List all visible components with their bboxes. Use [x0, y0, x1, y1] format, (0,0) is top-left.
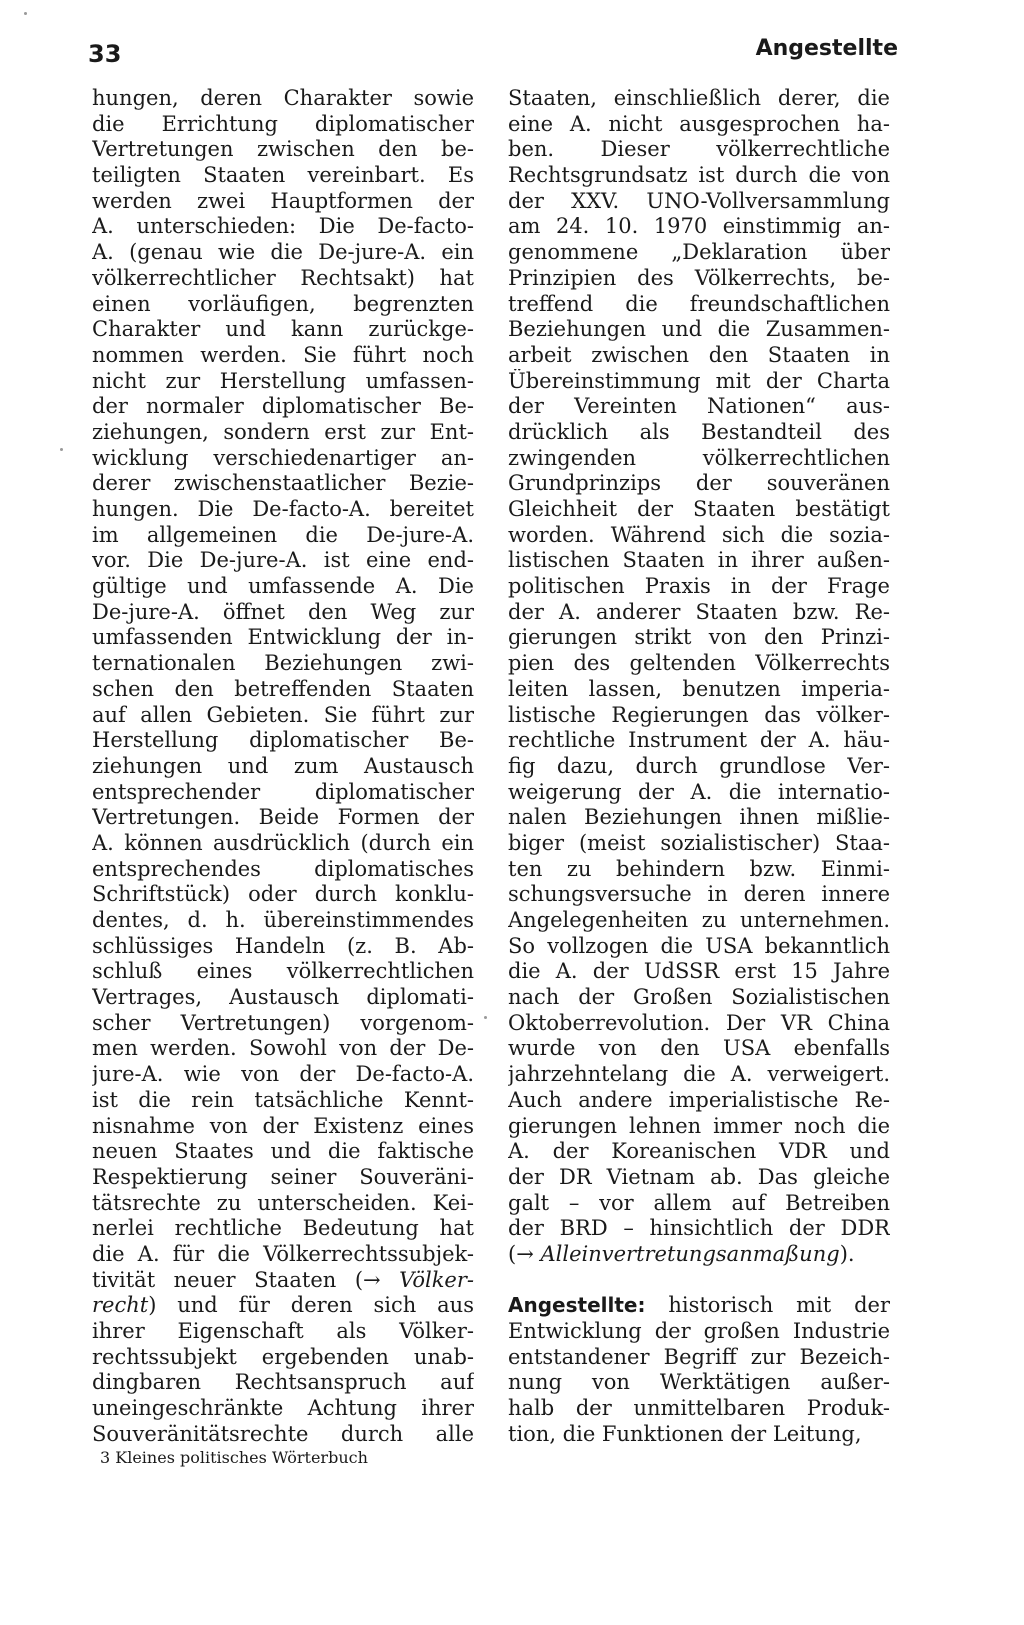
text-line: einen vorläufigen, begrenzten	[92, 291, 474, 316]
text-line: ist die rein tatsächliche Kennt-	[92, 1087, 474, 1112]
text-line: hungen, deren Charakter sowie	[92, 86, 474, 110]
text-line: ihrer Eigenschaft als Völker-	[92, 1319, 474, 1343]
text-line: So vollzogen die USA bekanntlich	[508, 933, 890, 958]
text-line: listischen Staaten in ihrer außen-	[508, 548, 890, 573]
text-line: tivität neuer Staaten (→ Völker-	[92, 1267, 474, 1292]
text-line: Rechtsgrundsatz ist durch die von	[508, 163, 890, 188]
text-line: hungen. Die De-facto-A. bereitet	[92, 497, 474, 521]
left-column	[92, 86, 474, 1447]
text-line: neuen Staates und die faktische	[92, 1139, 474, 1164]
footer: 3 Kleines politisches Wörterbuch	[100, 1448, 368, 1467]
text-line: nalen Beziehungen ihnen mißlie-	[508, 805, 890, 830]
right-column	[508, 86, 890, 1447]
text-line: die Errichtung diplomatischer	[92, 111, 474, 136]
text-line: am 24. 10. 1970 einstimmig an-	[508, 214, 890, 239]
text-line: ben. Dieser völkerrechtliche	[508, 137, 890, 162]
paragraph-gap	[508, 1268, 890, 1294]
text-line: entstandener Begriff zur Bezeich-	[508, 1344, 890, 1369]
text-line: Gleichheit der Staaten bestätigt	[508, 497, 890, 521]
text-line: treffend die freundschaftlichen	[508, 291, 890, 316]
text-line: nicht zur Herstellung umfassen-	[92, 368, 474, 393]
text-line: Charakter und kann zurückge-	[92, 317, 474, 342]
text-line: umfassenden Entwicklung der in-	[92, 625, 474, 650]
text-line: wicklung verschiedenartiger an-	[92, 445, 474, 470]
text-line: derer zwischenstaatlicher Bezie-	[92, 471, 474, 496]
text-line: nach der Großen Sozialistischen	[508, 985, 890, 1010]
text-line: nommen werden. Sie führt noch	[92, 342, 474, 367]
cross-reference-link[interactable]: recht	[92, 1293, 149, 1318]
text-line: fig dazu, durch grundlose Ver-	[508, 753, 890, 778]
text-line: völkerrechtlicher Rechtsakt) hat	[92, 265, 474, 290]
text-line: pien des geltenden Völkerrechts	[508, 651, 890, 676]
text-line: Souveränitätsrechte durch alle	[92, 1421, 474, 1446]
text-line: Auch andere imperialistische Re-	[508, 1087, 890, 1112]
text-line: der BRD – hinsichtlich der DDR	[508, 1216, 890, 1241]
text-line: ternationalen Beziehungen zwi-	[92, 651, 474, 676]
text-line: werden zwei Hauptformen der	[92, 188, 474, 213]
text-line: tätsrechte zu unterscheiden. Kei-	[92, 1190, 474, 1215]
text-line: politischen Praxis in der Frage	[508, 574, 890, 599]
text-line: entsprechendes diplomatisches	[92, 856, 474, 881]
paper-speck	[24, 12, 27, 15]
text-line: entsprechender diplomatischer	[92, 779, 474, 804]
text-line: Schriftstück) oder durch konklu-	[92, 882, 474, 907]
text-line: jure-A. wie von der De-facto-A.	[92, 1062, 474, 1087]
text-line: recht) und für deren sich aus	[92, 1293, 474, 1318]
text-line: gierungen lehnen immer noch die	[508, 1113, 890, 1138]
text-line: worden. Während sich die sozia-	[508, 522, 890, 547]
text-line: zwingenden völkerrechtlichen	[508, 445, 890, 470]
text-line: rechtssubjekt ergebenden unab-	[92, 1344, 474, 1369]
entry-keyword: Angestellte:	[508, 1293, 646, 1318]
text-line: A. können ausdrücklich (durch ein	[92, 830, 474, 855]
text-line: Vertretungen. Beide Formen der	[92, 805, 474, 830]
text-line: schungsversuche in deren innere	[508, 882, 890, 907]
text-line: ziehungen und zum Austausch	[92, 753, 474, 778]
text-line: A. der Koreanischen VDR und	[508, 1139, 890, 1164]
text-line: auf allen Gebieten. Sie führt zur	[92, 702, 474, 727]
text-line: listische Regierungen das völker-	[508, 702, 890, 727]
page-number: 33	[88, 40, 122, 68]
text-line: dingbaren Rechtsanspruch auf	[92, 1370, 474, 1395]
text-line: der A. anderer Staaten bzw. Re-	[508, 599, 890, 624]
entry-first-line: Angestellte: historisch mit der	[508, 1293, 890, 1318]
paper-speck	[484, 1016, 487, 1019]
text-line: wurde von den USA ebenfalls	[508, 1036, 890, 1061]
text-line: Angelegenheiten zu unternehmen.	[508, 908, 890, 932]
text-line: nisnahme von der Existenz eines	[92, 1113, 474, 1138]
text-line: weigerung der A. die internatio-	[508, 779, 890, 804]
cross-reference-link[interactable]: Völker-	[399, 1267, 474, 1292]
text-line: ten zu behindern bzw. Einmi-	[508, 856, 890, 881]
text-line: ziehungen, sondern erst zur Ent-	[92, 419, 474, 444]
text-line: der DR Vietnam ab. Das gleiche	[508, 1164, 890, 1189]
text-line: nerlei rechtliche Bedeutung hat	[92, 1216, 474, 1241]
text-line: die A. für die Völkerrechtssubjek-	[92, 1241, 474, 1266]
text-line: jahrzehntelang die A. verweigert.	[508, 1062, 890, 1087]
text-line: A. unterschieden: Die De-facto-	[92, 214, 474, 239]
text-line: drücklich als Bestandteil des	[508, 419, 890, 444]
text-line: Vertrages, Austausch diplomati-	[92, 985, 474, 1010]
text-line: men werden. Sowohl von der De-	[92, 1036, 474, 1061]
text-line: Vertretungen zwischen den be-	[92, 137, 474, 162]
text-line: Grundprinzips der souveränen	[508, 471, 890, 496]
text-line: tion, die Funktionen der Leitung,	[508, 1421, 862, 1446]
text-line: vor. Die De-jure-A. ist eine end-	[92, 548, 474, 573]
text-line: eine A. nicht ausgesprochen ha-	[508, 111, 890, 136]
text-line: Entwicklung der großen Industrie	[508, 1319, 890, 1343]
text-line: dentes, d. h. übereinstimmendes	[92, 908, 474, 932]
running-title: Angestellte	[755, 36, 898, 61]
text-line: schluß eines völkerrechtlichen	[92, 959, 474, 984]
text-line: scher Vertretungen) vorgenom-	[92, 1010, 474, 1035]
text-line: rechtliche Instrument der A. häu-	[508, 728, 890, 753]
text-line: gierungen strikt von den Prinzi-	[508, 625, 890, 650]
cross-reference-line: (→ Alleinvertretungsanmaßung).	[508, 1241, 855, 1266]
text-line: nung von Werktätigen außer-	[508, 1370, 890, 1395]
text-line: De-jure-A. öffnet den Weg zur	[92, 599, 474, 624]
text-line: der XXV. UNO-Vollversammlung	[508, 188, 890, 213]
text-line: im allgemeinen die De-jure-A.	[92, 522, 474, 547]
text-line: leiten lassen, benutzen imperia-	[508, 676, 890, 701]
text-line: Oktoberrevolution. Der VR China	[508, 1010, 890, 1035]
text-line: der Vereinten Nationen“ aus-	[508, 394, 890, 419]
text-line: die A. der UdSSR erst 15 Jahre	[508, 959, 890, 984]
text-line: galt – vor allem auf Betreiben	[508, 1190, 890, 1215]
text-line: Staaten, einschließlich derer, die	[508, 86, 890, 110]
text-line: genommene „Deklaration über	[508, 240, 890, 265]
text-line: teiligten Staaten vereinbart. Es	[92, 163, 474, 188]
text-line: Respektierung seiner Souveräni-	[92, 1164, 474, 1189]
paper-speck	[60, 448, 63, 451]
text-line: schlüssiges Handeln (z. B. Ab-	[92, 933, 474, 958]
cross-reference-link[interactable]: Alleinvertretungsanmaßung	[540, 1241, 840, 1266]
text-line: halb der unmittelbaren Produk-	[508, 1396, 890, 1421]
text-line: Beziehungen und die Zusammen-	[508, 317, 890, 342]
text-line: A. (genau wie die De-jure-A. ein	[92, 240, 474, 265]
text-line: Herstellung diplomatischer Be-	[92, 728, 474, 753]
text-line: schen den betreffenden Staaten	[92, 676, 474, 701]
text-line: biger (meist sozialistischer) Staa-	[508, 830, 890, 855]
text-line: der normaler diplomatischer Be-	[92, 394, 474, 419]
text-line: arbeit zwischen den Staaten in	[508, 342, 890, 367]
text-line: Übereinstimmung mit der Charta	[508, 368, 890, 393]
text-line: gültige und umfassende A. Die	[92, 574, 474, 599]
text-line: Prinzipien des Völkerrechts, be-	[508, 265, 890, 290]
text-line: uneingeschränkte Achtung ihrer	[92, 1396, 474, 1421]
